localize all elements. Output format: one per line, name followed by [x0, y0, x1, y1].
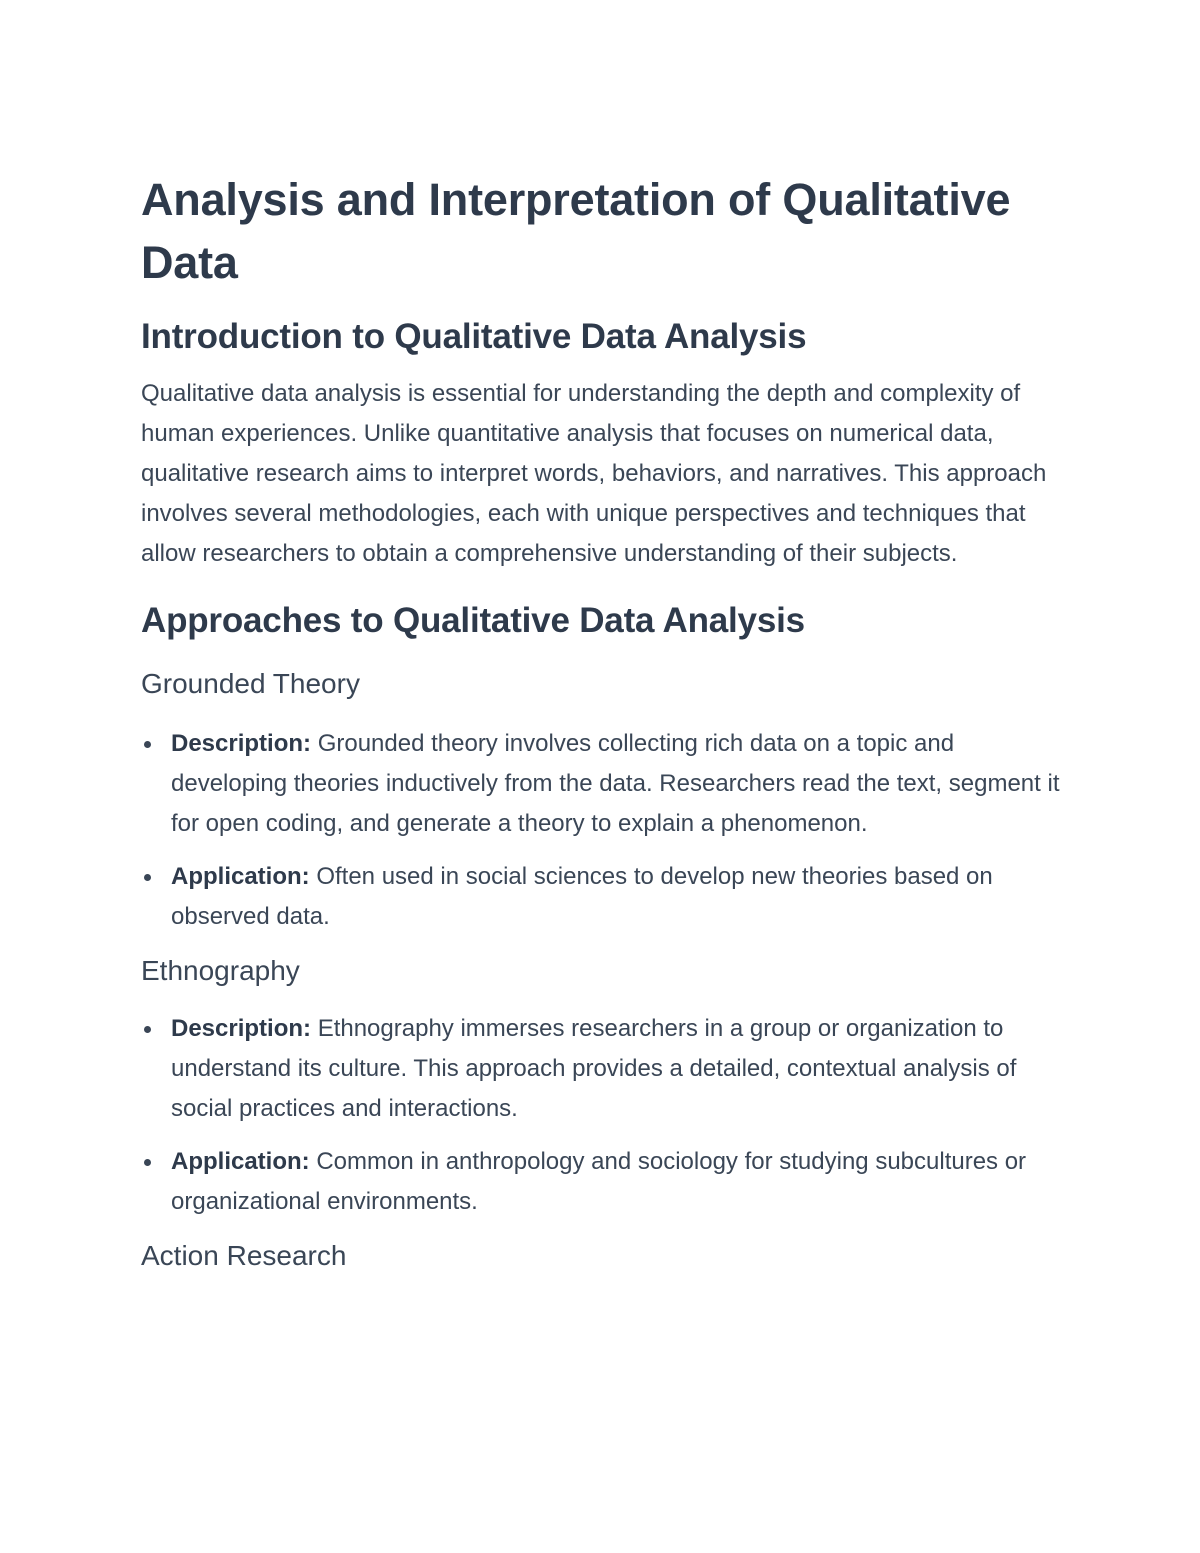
grounded-theory-heading: Grounded Theory: [141, 668, 360, 699]
application-label: Application:: [171, 1148, 310, 1175]
approaches-heading: Approaches to Qualitative Data Analysis: [141, 601, 805, 640]
list-item: [141, 724, 1060, 844]
intro-paragraph: Qualitative data analysis is essential for understanding the depth and complexity of human experiences. Unlike quantitative analysis that focuses on numerical data, qualitative research aims to interpret words, behaviors, and narratives. This approach involves several methodologies, each with unique perspectives and techniques that allow researchers to obtain a comprehensive understanding of their subjects.: [141, 380, 1047, 567]
document-title: Analysis and Interpretation of Qualitative Data: [141, 174, 1011, 288]
application-text: Often used in social sciences to develop new theories based on observed data.: [171, 863, 993, 930]
list-item: [141, 1142, 1060, 1222]
description-text: Ethnography immerses researchers in a group or organization to understand its culture. This approach provides a detailed, contextual analysis of social practices and interactions.: [171, 1015, 1017, 1122]
action-research-heading: Action Research: [141, 1240, 347, 1271]
list-item: [141, 857, 1060, 937]
application-text: Common in anthropology and sociology for studying subcultures or organizational environments.: [171, 1148, 1027, 1215]
description-label: Description:: [171, 1015, 312, 1042]
ethnography-list: [141, 1009, 1060, 1222]
list-item: [141, 1009, 1060, 1129]
intro-heading: Introduction to Qualitative Data Analysis: [141, 317, 807, 356]
description-label: Description:: [171, 730, 312, 757]
application-label: Application:: [171, 863, 310, 890]
grounded-theory-list: [141, 724, 1060, 937]
ethnography-heading: Ethnography: [141, 955, 300, 986]
description-text: Grounded theory involves collecting rich data on a topic and developing theories inductively from the data. Researchers read the text, segment it for open coding, and generate a theory to explain a phenomenon.: [171, 730, 1060, 837]
